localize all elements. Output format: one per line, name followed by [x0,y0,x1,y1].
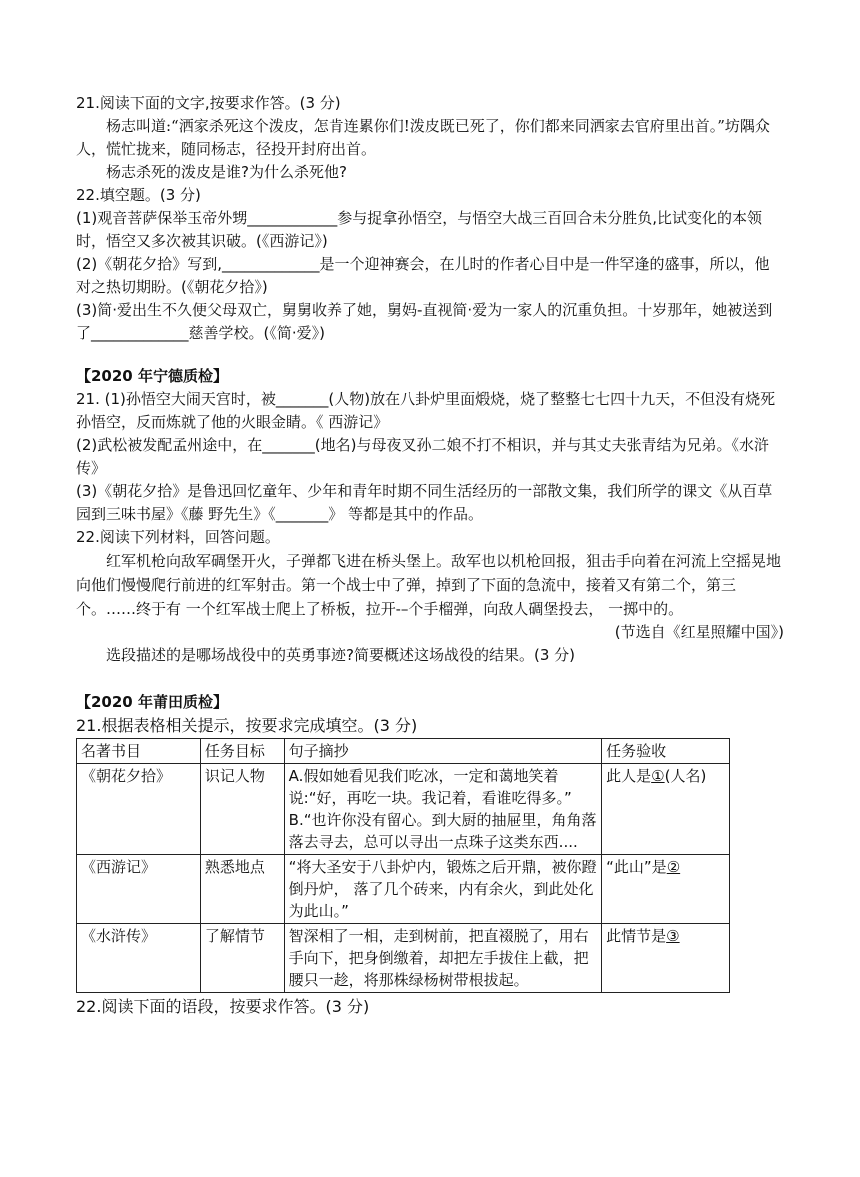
table-cell-book: 《西游记》 [77,855,201,924]
table-row [77,855,730,924]
table-cell-excerpt: 智深相了一相，走到树前，把直裰脱了，用右手向下，把身倒缴着，却把左手拔住上截，把腰只一趁，将那株绿杨树带根拔起。 [284,924,601,993]
task-table [76,738,730,993]
putian-q22-title: 22.阅读下面的语段，按要求作答。(3 分) [76,997,370,1016]
table-header-cell: 任务目标 [200,739,284,764]
excerpt-a: A.假如她看见我们吃冰，一定和蔼地笑着说:“好，再吃一块。我记着，看谁吃得多。” [288,767,572,807]
excerpt-b: B.“也许你没有留心。到大厨的抽屉里，角角落落去寻去，总可以寻出一点珠子这类东西.... [288,811,597,851]
q21-title: 21.阅读下面的文字,按要求作答。(3 分) [76,94,341,112]
ningde-q22-source: (节选自《红星照耀中国》) [614,623,784,641]
q21-question: 杨志杀死的泼皮是谁?为什么杀死他? [106,163,347,181]
table-header-cell: 句子摘抄 [284,739,601,764]
table-cell-goal: 熟悉地点 [200,855,284,924]
ningde-q21-item-3: (3)《朝花夕拾》是鲁迅回忆童年、少年和青年时期不同生活经历的一部散文集，我们所学的课文《从百草园到三味书屋》《藤 野先生》《_______》 等都是其中的作品。 [76,482,773,523]
blank-mark-3: ③ [666,927,680,945]
table-row [77,764,730,855]
table-row [77,924,730,993]
table-header-cell: 名著书目 [77,739,201,764]
blank-mark-1: ① [651,767,665,785]
q22-title: 22.填空题。(3 分) [76,186,201,204]
ningde-q22-question: 选段描述的是哪场战役中的英勇事迹?简要概述这场战役的结果。(3 分) [106,646,575,664]
table-cell-book: 《水浒传》 [77,924,201,993]
check-prefix: “此山”是 [606,858,667,876]
table-header-cell: 任务验收 [602,739,730,764]
q22-item-1: (1)观音菩萨保举玉帝外甥____________参与捉拿孙悟空，与悟空大战三百回合未分胜负,比试变化的本领时，悟空又多次被其识破。(《西游记》) [76,209,763,250]
table-cell-excerpt: “将大圣安于八卦炉内，锻炼之后开鼎，被你蹬倒丹炉， 落了几个砖来，内有余火，到此处化为此山。” [284,855,601,924]
table-cell-goal: 了解情节 [200,924,284,993]
ningde-q21-item-1: 21. (1)孙悟空大闹天宫时，被_______(人物)放在八卦炉里面煅烧，烧了整整七七四十九天，不但没有烧死孙悟空，反而炼就了他的火眼金睛。《 西游记》 [76,390,776,431]
ningde-q22-passage: 红军机枪向敌军碉堡开火，子弹都飞进在桥头堡上。敌军也以机枪回报，狙击手向着在河流上空摇晃地向他们慢慢爬行前进的红军射击。第一个战士中了弹，掉到了下面的急流中，接着又有第二个，第三个。……终于有 一个红军战士爬上了桥板，拉开-–个手榴弹，向敌人碉堡投去， 一掷中的。 [76,552,782,618]
table-cell-check [602,764,730,855]
section-heading-ningde: 【2020 年宁德质检】 [76,367,228,385]
check-suffix: (人名) [664,767,707,785]
q22-item-3: (3)简·爱出生不久便父母双亡，舅舅收养了她，舅妈-直视简·爱为一家人的沉重负担。十岁那年，她被送到了_____________慈善学校。(《简·爱》) [76,301,773,342]
table-cell-check [602,855,730,924]
table-cell-book: 《朝花夕拾》 [77,764,201,855]
check-prefix: 此人是 [606,767,652,785]
table-cell-excerpt [284,764,601,855]
ningde-q21-item-2: (2)武松被发配孟州途中，在_______(地名)与母夜叉孙二娘不打不相识，并与其丈夫张青结为兄弟。《水浒传》 [76,436,769,477]
table-cell-goal: 识记人物 [200,764,284,855]
putian-q21-title: 21.根据表格相关提示，按要求完成填空。(3 分) [76,716,418,735]
table-cell-check [602,924,730,993]
q21-passage: 杨志叫道:“洒家杀死这个泼皮，怎肯连累你们!泼皮既已死了，你们都来同洒家去官府里出首。”坊隅众人，慌忙拢来，随同杨志，径投开封府出首。 [76,117,770,158]
exam-page [76,92,784,1018]
blank-mark-2: ② [666,858,681,876]
check-prefix: 此情节是 [606,927,667,945]
ningde-q22-title: 22.阅读下列材料，回答问题。 [76,528,280,546]
table-header-row [77,739,730,764]
section-heading-putian: 【2020 年莆田质检】 [76,693,228,711]
q22-item-2: (2)《朝花夕拾》写到,_____________是一个迎神赛会，在儿时的作者心目中是一件罕逢的盛事，所以，他对之热切期盼。(《朝花夕拾》) [76,255,770,296]
